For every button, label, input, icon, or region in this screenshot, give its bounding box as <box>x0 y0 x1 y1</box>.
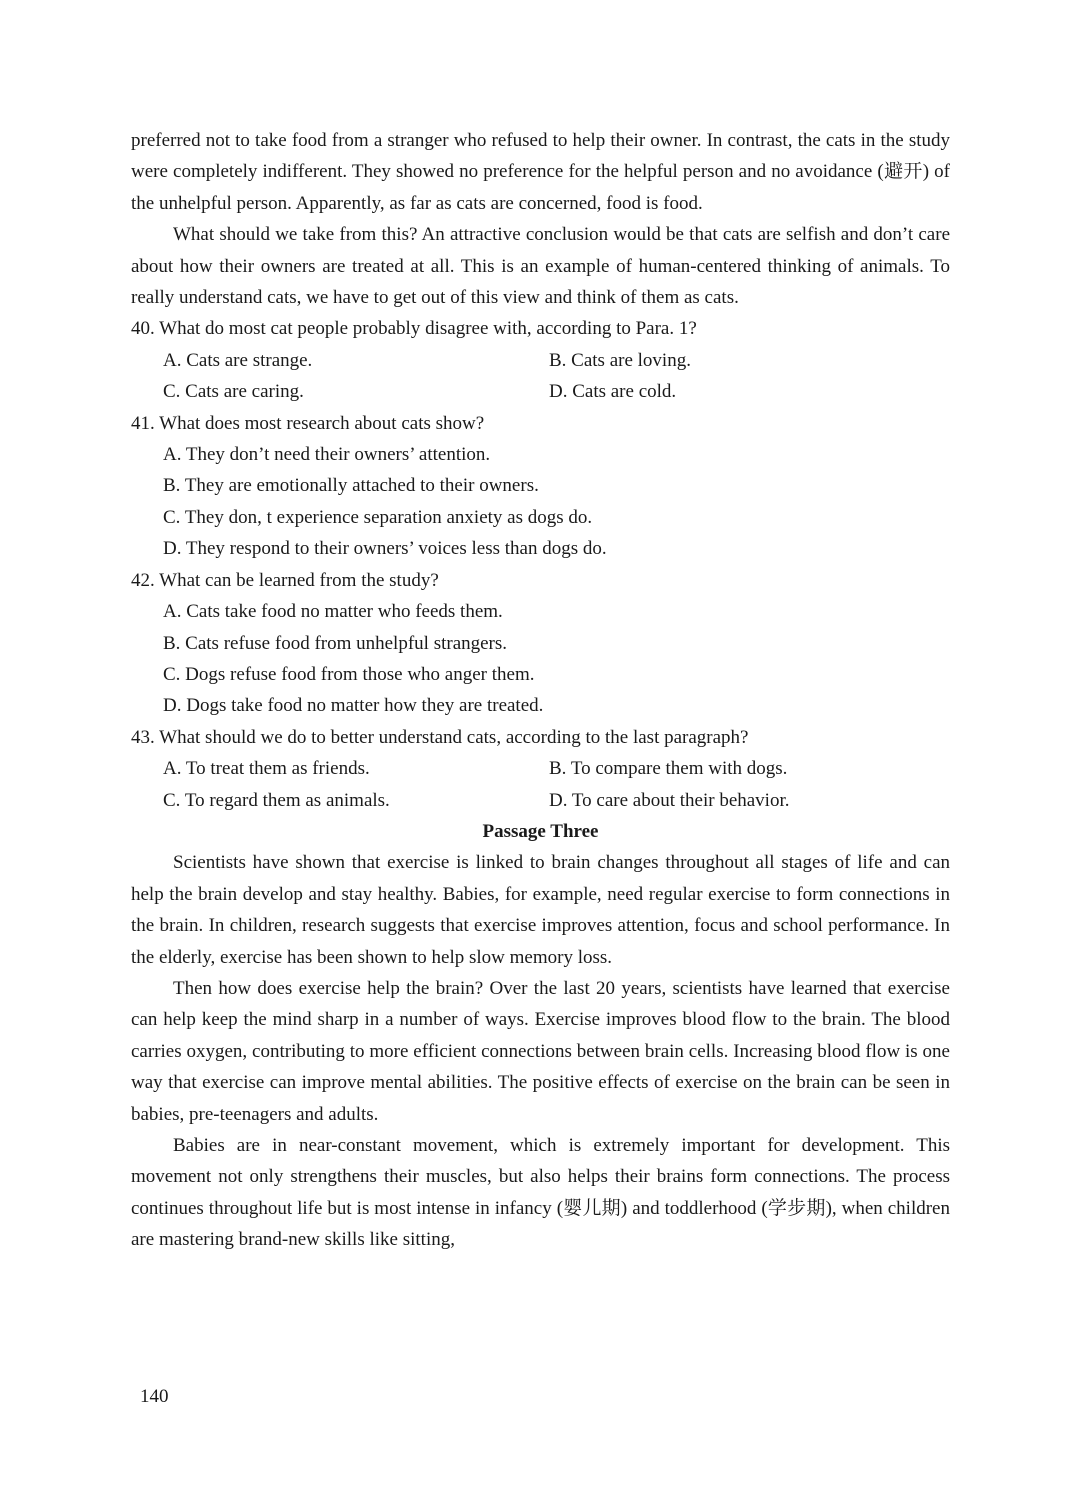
question-43-option-a: A. To treat them as friends. <box>163 758 370 780</box>
question-41-stem: 41. What does most research about cats show? <box>131 412 485 434</box>
question-43-option-d: D. To care about their behavior. <box>549 789 790 811</box>
question-41-option-a: A. They don’t need their owners’ attention. <box>163 444 491 466</box>
question-43-stem: 43. What should we do to better understand cats, according to the last paragraph? <box>131 726 749 748</box>
question-43-options-row-2 <box>163 785 950 816</box>
question-42-option-c: C. Dogs refuse food from those who anger them. <box>163 663 535 685</box>
paragraph-conclusion: What should we take from this? An attractive conclusion would be that cats are selfish and don’t care about how their owners are treated at all. This is an example of human-centered thinking of animals. To really understand cats, we have to get out of this view and think of them as cats. <box>131 224 950 309</box>
question-40-option-a: A. Cats are strange. <box>163 349 313 371</box>
question-40-stem: 40. What do most cat people probably disagree with, according to Para. 1? <box>131 318 697 340</box>
question-40-option-d: D. Cats are cold. <box>549 381 677 403</box>
question-42-option-d: D. Dogs take food no matter how they are treated. <box>163 695 544 717</box>
paragraph-continued: preferred not to take food from a stranger who refused to help their owner. In contrast, the cats in the study were completely indifferent. They showed no preference for the helpful person and no avoidance (避开) of the unhelpful person. Apparently, as far as cats are concerned, food is food. <box>131 130 950 214</box>
question-40-options-row-1 <box>163 345 950 376</box>
question-41-option-d: D. They respond to their owners’ voices less than dogs do. <box>163 538 607 560</box>
question-40-option-c: C. Cats are caring. <box>163 381 304 403</box>
question-43-option-b: B. To compare them with dogs. <box>549 758 788 780</box>
passage-three-heading: Passage Three <box>482 820 599 842</box>
page-number: 140 <box>140 1386 169 1407</box>
question-43-option-c: C. To regard them as animals. <box>163 789 390 811</box>
question-41-option-c: C. They don, t experience separation anxiety as dogs do. <box>163 506 593 528</box>
passage-three-paragraph-1: Scientists have shown that exercise is linked to brain changes throughout all stages of life and can help the brain develop and stay healthy. Babies, for example, need regular exercise to form connections in the brain. In children, research suggests that exercise improves attention, focus and school performance. In the elderly, exercise has been shown to help slow memory loss. <box>131 852 950 968</box>
question-42-option-b: B. Cats refuse food from unhelpful strangers. <box>163 632 508 654</box>
page-content <box>131 125 950 1256</box>
question-40-option-b: B. Cats are loving. <box>549 349 691 371</box>
question-41-option-b: B. They are emotionally attached to their owners. <box>163 475 539 497</box>
passage-three-paragraph-2: Then how does exercise help the brain? Over the last 20 years, scientists have learned that exercise can help keep the mind sharp in a number of ways. Exercise improves blood flow to the brain. The blood carries oxygen, contributing to more efficient connections between brain cells. Increasing blood flow is one way that exercise can improve mental abilities. The positive effects of exercise on the brain can be seen in babies, pre-teenagers and adults. <box>131 977 950 1125</box>
question-42-stem: 42. What can be learned from the study? <box>131 569 439 591</box>
question-42-option-a: A. Cats take food no matter who feeds them. <box>163 601 503 623</box>
question-43-options-row-1 <box>163 753 950 784</box>
passage-three-paragraph-3: Babies are in near-constant movement, which is extremely important for development. This movement not only strengthens their muscles, but also helps their brains form connections. The process continues throughout life but is most intense in infancy (婴儿期) and toddlerhood (学步期), when children are mastering brand-new skills like sitting, <box>131 1135 950 1251</box>
question-40-options-row-2 <box>163 376 950 407</box>
